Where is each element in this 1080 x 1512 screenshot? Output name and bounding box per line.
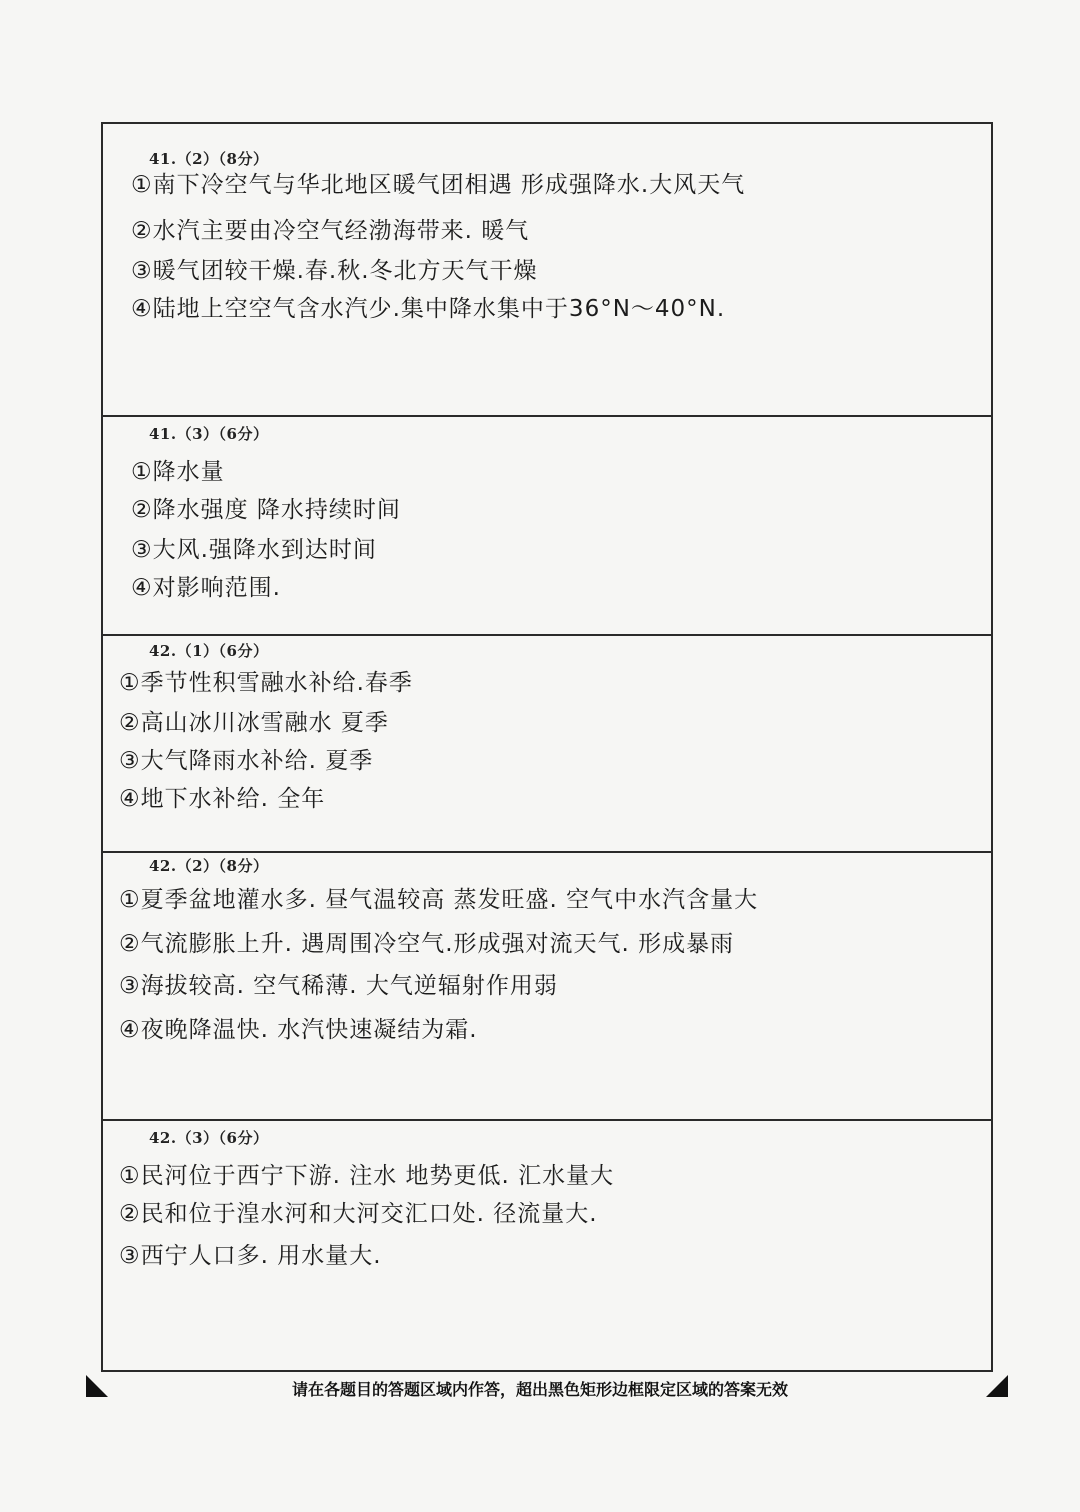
answer-line: ②民和位于湟水河和大河交汇口处. 径流量大. [119, 1201, 598, 1227]
section-title: 42.（2）（8分） [149, 857, 269, 875]
answer-line: ③大风.强降水到达时间 [131, 537, 377, 563]
answer-line: ①降水量 [131, 459, 225, 485]
answer-section-42-3 [103, 1121, 991, 1372]
answer-line: ④地下水补给. 全年 [119, 786, 326, 812]
answer-line: ①南下冷空气与华北地区暖气团相遇 形成强降水.大风天气 [131, 172, 746, 198]
section-title: 42.（1）（6分） [149, 642, 269, 660]
answer-section-41-3 [103, 417, 991, 636]
answer-line: ④夜晚降温快. 水汽快速凝结为霜. [119, 1017, 478, 1043]
answer-line: ④对影响范围. [131, 575, 281, 601]
answer-line: ②水汽主要由冷空气经渤海带来. 暖气 [131, 218, 530, 244]
answer-line: ②气流膨胀上升. 遇周围冷空气.形成强对流天气. 形成暴雨 [119, 931, 735, 957]
answer-line: ②降水强度 降水持续时间 [131, 497, 401, 523]
section-title: 42.（3）（6分） [149, 1129, 269, 1147]
answer-line: ①季节性积雪融水补给.春季 [119, 670, 413, 696]
answer-area-frame [101, 122, 993, 1372]
answer-line: ①民河位于西宁下游. 注水 地势更低. 汇水量大 [119, 1163, 615, 1189]
footer-instruction: 请在各题目的答题区域内作答，超出黑色矩形边框限定区域的答案无效 [291, 1380, 788, 1399]
answer-section-41-2 [103, 124, 991, 417]
answer-line: ④陆地上空空气含水汽少.集中降水集中于36°N～40°N. [131, 296, 726, 322]
answer-line: ③大气降雨水补给. 夏季 [119, 748, 374, 774]
answer-line: ②高山冰川冰雪融水 夏季 [119, 710, 389, 736]
answer-line: ③西宁人口多. 用水量大. [119, 1243, 382, 1269]
answer-section-42-2 [103, 853, 991, 1121]
answer-section-42-1 [103, 636, 991, 853]
answer-line: ③海拔较高. 空气稀薄. 大气逆辐射作用弱 [119, 973, 558, 999]
section-title: 41.（2）（8分） [149, 150, 269, 168]
answer-line: ③暖气团较干燥.春.秋.冬北方天气干燥 [131, 258, 538, 284]
answer-line: ①夏季盆地灌水多. 昼气温较高 蒸发旺盛. 空气中水汽含量大 [119, 887, 759, 913]
section-title: 41.（3）（6分） [149, 425, 269, 443]
